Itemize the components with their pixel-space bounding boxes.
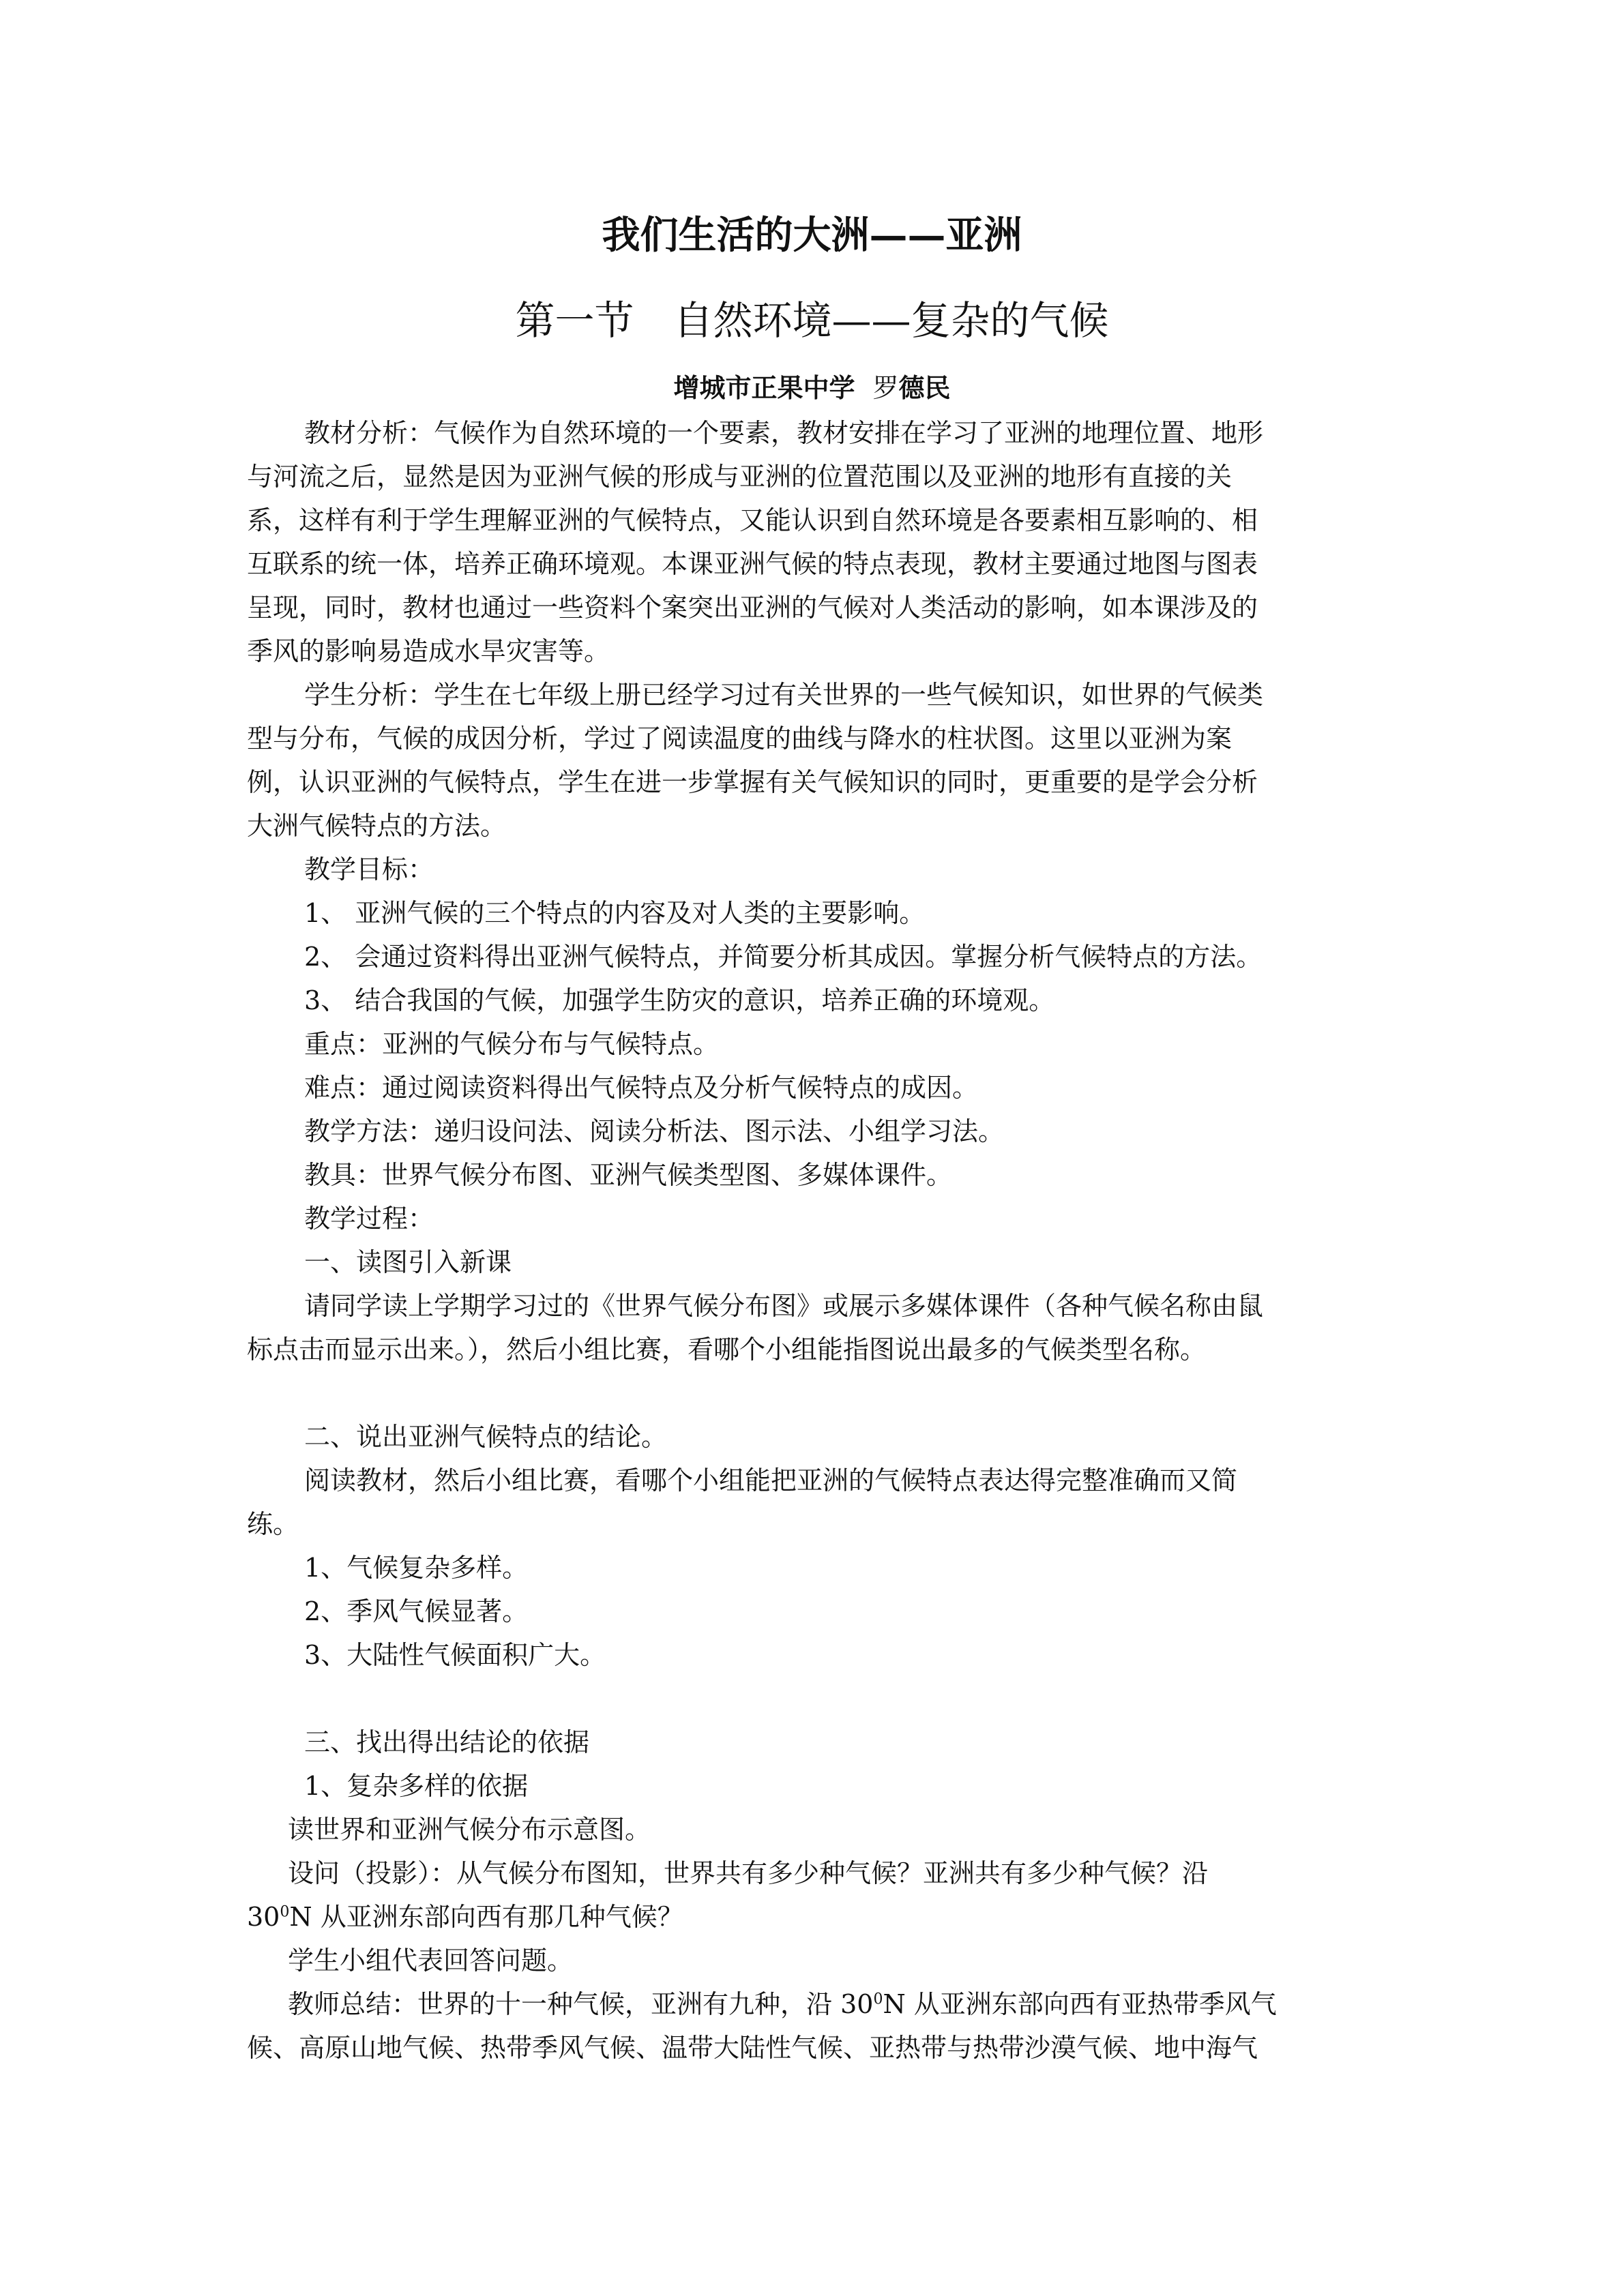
section-heading: 一、读图引入新课 <box>304 1247 512 1277</box>
paragraph-line: 学生小组代表回答问题。 <box>288 1945 574 1976</box>
author-line <box>0 366 1624 410</box>
section-heading: 教学过程： <box>304 1204 434 1234</box>
subsection-heading: 1、复杂多样的依据 <box>304 1771 529 1801</box>
paragraph-line: 设问（投影）：从气候分布图知，世界共有多少种气候？亚洲共有多少种气候？沿 <box>288 1858 1209 1888</box>
paragraph-line: 难点：通过阅读资料得出气候特点及分析气候特点的成因。 <box>304 1073 979 1103</box>
author-name: 罗德民 <box>872 373 951 403</box>
paragraph-line: 季风的影响易造成水旱灾害等。 <box>247 636 610 666</box>
section-heading: 三、找出得出结论的依据 <box>304 1727 590 1757</box>
paragraph-line: 例，认识亚洲的气候特点，学生在进一步掌握有关气候知识的同时，更重要的是学会分析 <box>247 767 1258 797</box>
list-item: 1、 亚洲气候的三个特点的内容及对人类的主要影响。 <box>304 898 926 928</box>
blank-line <box>247 1677 1372 1720</box>
paragraph-line: 系，这样有利于学生理解亚洲的气候特点，又能认识到自然环境是各要素相互影响的、相 <box>247 505 1258 535</box>
paragraph-line: 候、高原山地气候、热带季风气候、温带大陆性气候、亚热带与热带沙漠气候、地中海气 <box>247 2033 1258 2063</box>
list-item: 2、季风气候显著。 <box>304 1596 529 1626</box>
document-title: 我们生活的大洲——亚洲 <box>602 213 1022 258</box>
paragraph-line: 练。 <box>247 1509 299 1539</box>
paragraph-line: 呈现，同时，教材也通过一些资料个案突出亚洲的气候对人类活动的影响，如本课涉及的 <box>247 593 1258 623</box>
paragraph-line: 教学方法：递归设问法、阅读分析法、图示法、小组学习法。 <box>304 1116 1005 1146</box>
paragraph-line: 型与分布，气候的成因分析，学过了阅读温度的曲线与降水的柱状图。这里以亚洲为案 <box>247 724 1232 754</box>
paragraph-line: 教材分析：气候作为自然环境的一个要素，教材安排在学习了亚洲的地理位置、地形 <box>304 418 1264 448</box>
list-item: 3、大陆性气候面积广大。 <box>304 1640 606 1670</box>
section-heading: 二、说出亚洲气候特点的结论。 <box>304 1422 668 1452</box>
paragraph-line: 标点击而显示出来。），然后小组比赛，看哪个小组能指图说出最多的气候类型名称。 <box>247 1335 1207 1365</box>
list-item: 2、 会通过资料得出亚洲气候特点，并简要分析其成因。掌握分析气候特点的方法。 <box>304 942 1263 972</box>
paragraph-line: 大洲气候特点的方法。 <box>247 811 507 841</box>
paragraph-line: 与河流之后，显然是因为亚洲气候的形成与亚洲的位置范围以及亚洲的地形有直接的关 <box>247 462 1232 492</box>
paragraph-line: 重点：亚洲的气候分布与气候特点。 <box>304 1029 720 1059</box>
blank-line <box>247 1371 1372 1415</box>
section-heading: 教学目标： <box>304 854 434 884</box>
paragraph-line: 教具：世界气候分布图、亚洲气候类型图、多媒体课件。 <box>304 1160 953 1190</box>
list-item: 1、气候复杂多样。 <box>304 1553 529 1583</box>
list-item: 3、 结合我国的气候，加强学生防灾的意识，培养正确的环境观。 <box>304 985 1055 1015</box>
paragraph-line: 读世界和亚洲气候分布示意图。 <box>288 1815 651 1845</box>
paragraph-line: 学生分析：学生在七年级上册已经学习过有关世界的一些气候知识，如世界的气候类 <box>304 680 1264 710</box>
paragraph-line: 互联系的统一体，培养正确环境观。本课亚洲气候的特点表现，教材主要通过地图与图表 <box>247 549 1258 579</box>
paragraph-line: $30^0N$ 从亚洲东部向西有那几种气候？ <box>247 1902 683 1932</box>
paragraph-line: 阅读教材，然后小组比赛，看哪个小组能把亚洲的气候特点表达得完整准确而又简 <box>304 1465 1238 1495</box>
author-school: 增城市正果中学 <box>673 373 855 403</box>
document-body <box>247 411 1372 2070</box>
paragraph-line: 请同学读上学期学习过的《世界气候分布图》或展示多媒体课件（各种气候名称由鼠 <box>304 1291 1264 1321</box>
paragraph-line: 教师总结：世界的十一种气候，亚洲有九种，沿 $30^0N$ 从亚洲东部向西有亚热带季风气 <box>288 1989 1277 2019</box>
section-title: 第一节 自然环境——复杂的气候 <box>515 297 1109 344</box>
